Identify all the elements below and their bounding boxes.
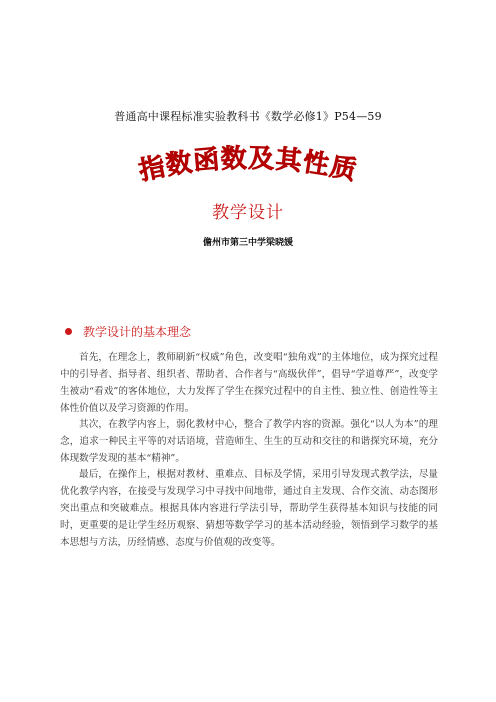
paragraph-1: 首先，在理念上，教师刷新“权威”角色，改变唱“独角戏”的主体地位，成为探究过程中的引导者、指导者、组织者、帮助者、合作者与“高级伙伴”，倡导“学道尊严”，改变学生被动“看戏”的客体地位，大力发挥了学生在探究过程中的自主性、独立性、创造性等主体性价值以及学习资源的作用。 <box>60 352 438 414</box>
section-heading <box>65 323 191 340</box>
paragraph-2: 其次，在教学内容上，弱化教材中心，整合了教学内容的资源。强化“以人为本”的理念，追求一种民主平等的对话语境，营造师生、生生的互动和交往的和谐探究环境，充分体现数学发现的基本“精神”。 <box>60 419 438 464</box>
wordart-title <box>118 144 378 194</box>
textbook-source-line: 普通高中课程标准实验教科书《数学必修1》P54—59 <box>114 110 382 123</box>
wordart-title-text: 指数函数及其性质 <box>136 143 360 187</box>
paragraph-3: 最后，在操作上，根据对教材、重难点、目标及学情，采用引导发现式教学法，尽量优化教学内容，在接受与发现学习中寻找中间地带，通过自主发现、合作交流、动态图形突出重点和突破难点。根据具体内容进行学法引导，帮助学生获得基本知识与技能的同时，更重要的是让学生经历观察、猜想等数学学习的基本活动经验，领悟到学习数学的基本思想与方法，历经情感、态度与价值观的改变等。 <box>60 469 438 548</box>
author-line: 儋州市第三中学梁晓媛 <box>202 238 293 248</box>
bullet-dot-icon <box>65 328 72 335</box>
section-heading-text: 教学设计的基本理念 <box>83 325 192 339</box>
document-title: 教学设计 <box>212 203 284 223</box>
